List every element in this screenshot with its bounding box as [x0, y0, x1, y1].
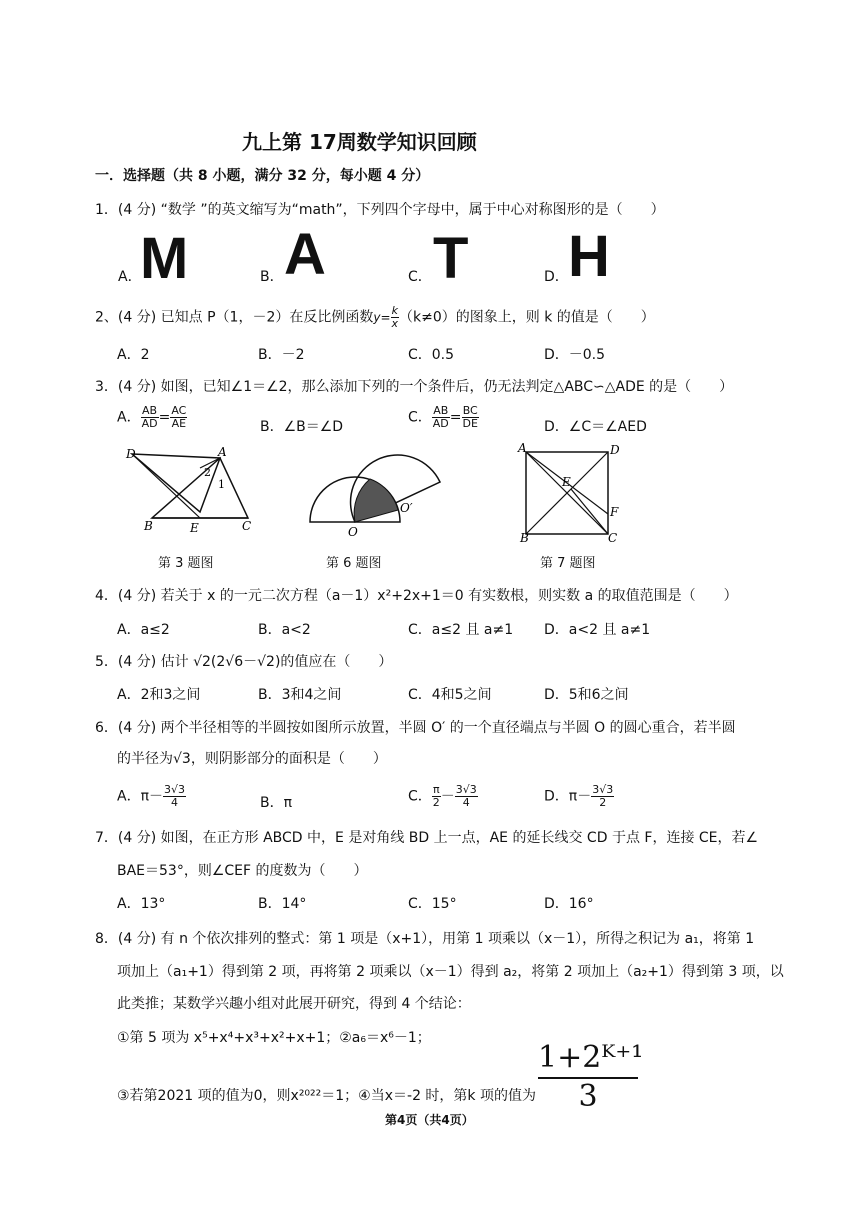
q3-a-frac1: [141, 405, 159, 430]
q2-y: y=: [373, 310, 391, 325]
fig6-shaded-region: [354, 479, 398, 522]
q7-option-b: B．14°: [258, 896, 307, 912]
q3-stem: 3．(4 分) 如图，已知∠1＝∠2，那么添加下列的一个条件后，仍无法判定△ABC∽△ADE 的是（ ）: [95, 379, 734, 395]
q2-option-a: A．2: [117, 347, 150, 363]
fig3-label-d: D: [126, 447, 136, 461]
q3-option-d: D．∠C＝∠AED: [544, 419, 647, 435]
q3-c-frac1-num: AB: [433, 404, 449, 417]
q1-stem: 1．(4 分) “数学 ”的英文缩写为“math”，下列四个字母中，属于中心对称图形的是（ ）: [95, 202, 665, 218]
fig7-label-c: C: [608, 531, 618, 542]
q3-option-c: [408, 405, 479, 430]
q2-fraction: [391, 305, 400, 330]
figure-6-caption: 第 6 题图: [326, 556, 382, 571]
q3-a-frac2-den: AE: [171, 417, 187, 430]
q3-a-equals: =: [158, 409, 171, 426]
section-heading: 一．选择题（共 8 小题，满分 32 分，每小题 4 分）: [95, 168, 430, 184]
q3-c-frac2-den: DE: [462, 417, 478, 430]
q8-large-fraction: [538, 1040, 644, 1114]
q6-option-a: [117, 784, 186, 809]
fig7-label-d: D: [610, 443, 620, 457]
fig3-label-c: C: [242, 519, 252, 533]
q3-option-a-label: A．: [117, 409, 141, 426]
q5-option-c: C．4和5之间: [408, 687, 492, 703]
q6-option-c: [408, 784, 478, 809]
q3-c-frac2-num: BC: [462, 404, 478, 417]
figure-3-caption: 第 3 题图: [158, 556, 214, 571]
fig7-line-ec: [571, 489, 608, 534]
q2-stem: [95, 305, 655, 330]
page-title: 九上第 17周数学知识回顾: [242, 130, 477, 154]
q8-line5: ③若第2021 项的值为0，则x²⁰²²＝1；④当x＝-2 时，第k 项的值为: [117, 1088, 536, 1104]
q8-line2: 项加上（a₁+1）得到第 2 项，再将第 2 项乘以（x－1）得到 a₂，将第 2 项加上（a₂+1）得到第 3 项，以: [117, 964, 784, 980]
q2-stem-part2: （k≠0）的图象上，则 k 的值是（ ）: [399, 309, 655, 326]
q6-line1: 6．(4 分) 两个半径相等的半圆按如图所示放置，半圆 O′ 的一个直径端点与半圆 O 的圆心重合，若半圆: [95, 720, 736, 736]
fig3-label-1: 1: [218, 478, 225, 491]
q7-line2: BAE＝53°，则∠CEF 的度数为（ ）: [117, 863, 368, 879]
q7-option-c: C．15°: [408, 896, 457, 912]
q6-line2: 的半径为√3，则阴影部分的面积是（ ）: [117, 751, 387, 767]
q3-option-c-label: C．: [408, 409, 432, 426]
fig3-line-d: [132, 454, 200, 518]
q6-c-den2: 4: [462, 796, 470, 809]
q1-letter-h: H: [568, 224, 608, 289]
q6-c-num2: 3√3: [455, 783, 477, 796]
fig7-label-a: A: [518, 442, 527, 455]
q3-c-frac2: [462, 405, 479, 430]
q6-c-num1: π: [432, 783, 440, 796]
q5-stem: 5．(4 分) 估计 √2(2√6－√2)的值应在（ ）: [95, 654, 393, 670]
q1-option-a-label: A．: [118, 269, 142, 285]
q3-option-a: [117, 405, 187, 430]
q1-option-c-label: C．: [408, 269, 432, 285]
q1-letter-t: T: [433, 226, 467, 291]
q2-option-c: C．0.5: [408, 347, 455, 363]
q4-option-b: B．a<2: [258, 622, 311, 638]
figure-7: [516, 442, 626, 542]
q6-a-label: A．π－: [117, 788, 164, 805]
fig3-label-e: E: [190, 521, 199, 535]
q3-c-frac1-den: AD: [432, 417, 449, 430]
q4-option-c: C．a≤2 且 a≠1: [408, 622, 514, 638]
q7-line1: 7．(4 分) 如图，在正方形 ABCD 中，E 是对角线 BD 上一点，AE 的延长线交 CD 于点 F，连接 CE，若∠: [95, 830, 759, 846]
page-footer: 第4页（共4页）: [385, 1113, 474, 1127]
q2-option-d: D．－0.5: [544, 347, 606, 363]
fig3-triangle-ade: [132, 454, 220, 512]
figure-7-caption: 第 7 题图: [540, 556, 596, 571]
q6-a-frac: [163, 784, 186, 809]
q6-d-frac: [591, 784, 614, 809]
q6-d-num: 3√3: [592, 783, 614, 796]
fig3-label-b: B: [144, 519, 153, 533]
q6-d-label: D．π－: [544, 788, 592, 805]
fig7-label-e: E: [562, 475, 571, 489]
q6-c-den1: 2: [432, 796, 440, 809]
q6-c-minus: －: [440, 788, 455, 805]
q8-frac-denominator: 3: [578, 1079, 598, 1114]
q3-option-b: B．∠B＝∠D: [260, 419, 344, 435]
q5-option-d: D．5和6之间: [544, 687, 629, 703]
q8-line1: 8．(4 分) 有 n 个依次排列的整式：第 1 项是（x+1），用第 1 项乘以（x－1），所得之积记为 a₁，将第 1: [95, 931, 755, 947]
q3-a-frac2-num: AC: [171, 404, 187, 417]
q3-a-frac1-den: AD: [141, 417, 158, 430]
q6-a-num: 3√3: [164, 783, 186, 796]
q6-option-b: B．π: [260, 795, 293, 811]
q8-line3: 此类推；某数学兴趣小组对此展开研究，得到 4 个结论：: [117, 996, 471, 1012]
q7-option-d: D．16°: [544, 896, 594, 912]
q5-option-a: A．2和3之间: [117, 687, 201, 703]
figure-3: [120, 446, 260, 536]
figure-6: [300, 442, 450, 538]
q6-c-label: C．: [408, 788, 432, 805]
fig3-triangle-abc: [152, 458, 248, 518]
fig6-label-o-prime: O′: [400, 501, 413, 515]
fig7-label-b: B: [520, 531, 529, 542]
q1-option-b-label: B．: [260, 269, 284, 285]
q7-option-a: A．13°: [117, 896, 166, 912]
q6-d-den: 2: [599, 796, 607, 809]
q3-c-equals: =: [449, 409, 462, 426]
q5-option-b: B．3和4之间: [258, 687, 342, 703]
q2-stem-part1: 2、(4 分) 已知点 P（1，－2）在反比例函数: [95, 309, 374, 326]
q1-option-d-label: D．: [544, 269, 569, 285]
fig3-label-2: 2: [204, 466, 211, 479]
q4-option-a: A．a≤2: [117, 622, 170, 638]
q1-letter-m: M: [140, 226, 187, 291]
q6-c-frac1: [432, 784, 441, 809]
q3-a-frac1-num: AB: [142, 404, 158, 417]
q6-option-d: [544, 784, 614, 809]
q3-c-frac1: [432, 405, 450, 430]
q2-frac-denominator: x: [391, 317, 399, 330]
fig6-label-o: O: [348, 525, 358, 538]
q4-stem: 4．(4 分) 若关于 x 的一元二次方程（a－1）x²+2x+1＝0 有实数根，则实数 a 的取值范围是（ ）: [95, 588, 738, 604]
q2-frac-numerator: k: [391, 304, 398, 317]
fig3-label-a: A: [218, 446, 227, 459]
q8-line4: ①第 5 项为 x⁵+x⁴+x³+x²+x+1；②a₆＝x⁶－1；: [117, 1030, 431, 1046]
q4-option-d: D．a<2 且 a≠1: [544, 622, 651, 638]
fig7-label-f: F: [610, 505, 619, 519]
q3-a-frac2: [170, 405, 187, 430]
q8-frac-numerator: 1+2ᴷ⁺¹: [538, 1040, 638, 1079]
q1-letter-a: A: [284, 222, 324, 287]
q6-a-den: 4: [171, 796, 179, 809]
q6-c-frac2: [455, 784, 478, 809]
q2-option-b: B．－2: [258, 347, 305, 363]
